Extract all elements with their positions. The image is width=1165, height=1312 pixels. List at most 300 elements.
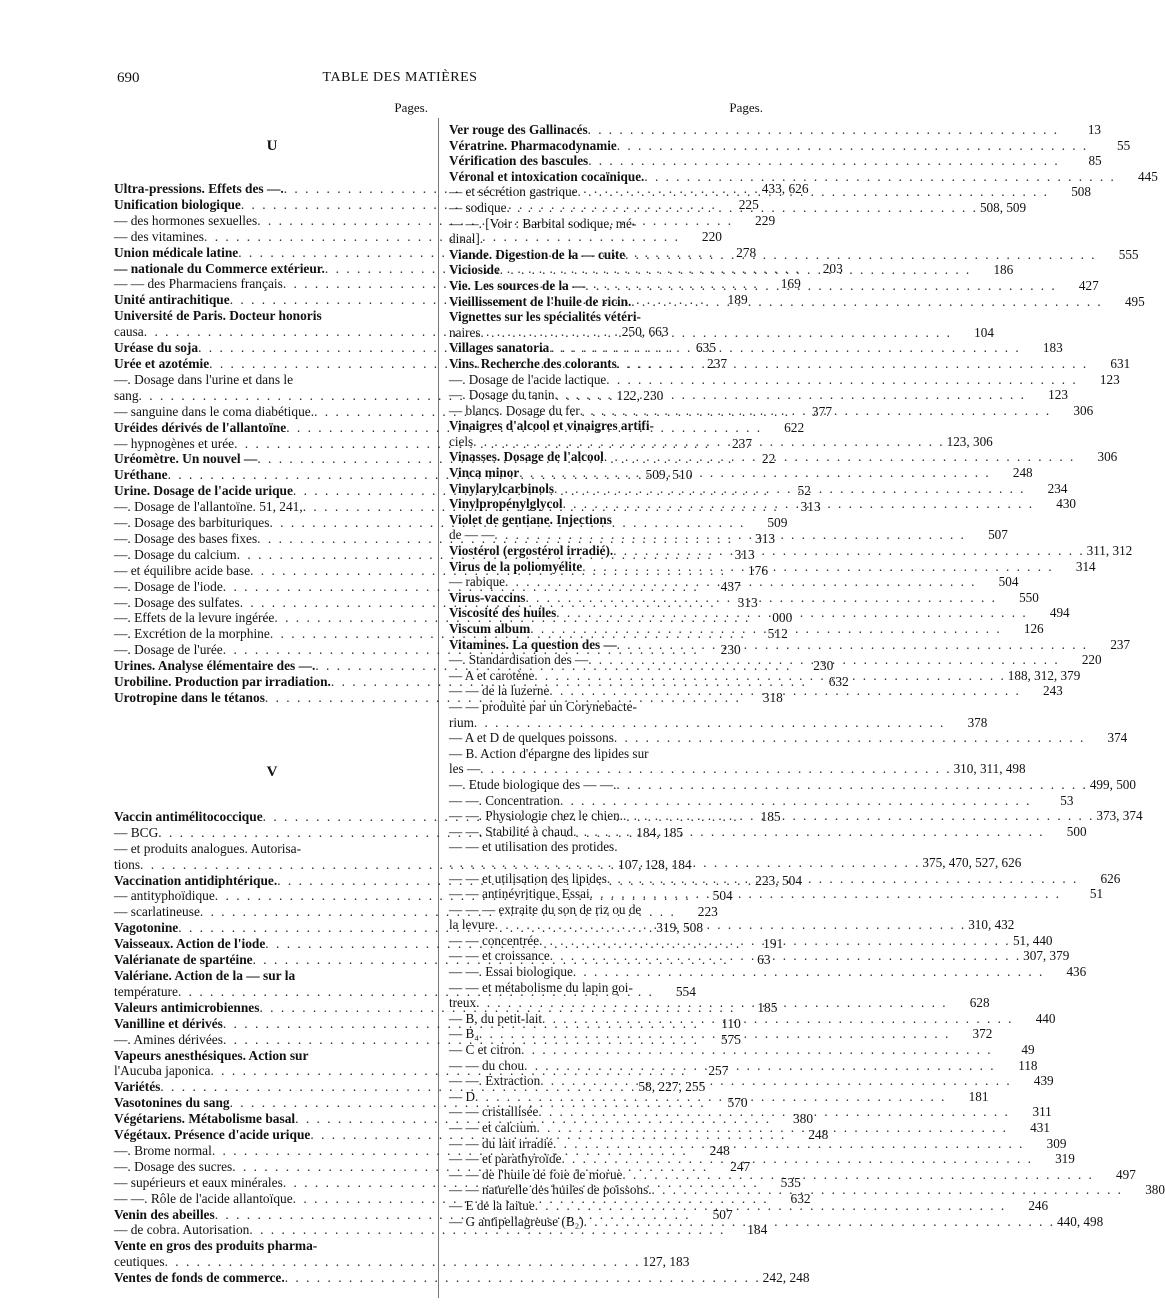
entry-pages: 555 bbox=[1118, 246, 1139, 262]
entry-text: Vaccin antimélitococcique bbox=[114, 808, 263, 824]
entry-pages: 63 bbox=[757, 952, 771, 968]
leader-dots bbox=[495, 917, 966, 933]
entry-pages: 185 bbox=[760, 808, 781, 824]
index-entry bbox=[449, 465, 1033, 481]
page-number: 690 bbox=[117, 70, 140, 86]
index-entry bbox=[114, 1048, 430, 1064]
entry-pages: 278 bbox=[736, 244, 757, 260]
entry-text: — BCG bbox=[114, 824, 159, 840]
entry-pages: 309 bbox=[1046, 1135, 1067, 1151]
index-entry bbox=[449, 839, 765, 855]
entry-text: Vicioside bbox=[449, 262, 500, 278]
leader-dots bbox=[538, 1104, 1009, 1120]
entry-pages: 626 bbox=[1100, 870, 1121, 886]
index-entry bbox=[449, 355, 1131, 372]
entry-pages: 242, 248 bbox=[762, 1270, 810, 1286]
index-entry bbox=[449, 371, 1120, 388]
entry-pages: 313 bbox=[734, 546, 755, 562]
leader-dots bbox=[479, 1026, 950, 1042]
entry-text: — — concentrée bbox=[449, 932, 540, 948]
leader-dots bbox=[507, 200, 978, 216]
entry-pages: 635 bbox=[695, 340, 717, 356]
entry-pages: 230 bbox=[813, 658, 834, 674]
entry-text: Viscosité des huiles bbox=[449, 605, 557, 621]
entry-text: —. Dosage dans l'urine et dans le bbox=[114, 371, 294, 387]
entry-pages: 509 bbox=[767, 515, 788, 531]
entry-text: —. Dosage des barbituriques bbox=[114, 515, 270, 531]
leader-dots bbox=[578, 184, 1049, 200]
leader-dots bbox=[580, 403, 1051, 419]
entry-text: — D bbox=[449, 1088, 476, 1104]
entry-text: Venin des abeilles bbox=[114, 1206, 215, 1222]
entry-pages: 183 bbox=[1042, 340, 1063, 356]
leader-dots bbox=[521, 1042, 992, 1058]
leader-dots bbox=[549, 340, 1020, 356]
entry-text: — —. [Voir : Barbital sodique, mé- bbox=[449, 215, 637, 231]
entry-pages: 372 bbox=[972, 1026, 993, 1042]
entry-text: —. Excrétion de la morphine bbox=[114, 626, 270, 642]
entry-text: — des hormones sexuelles bbox=[114, 212, 258, 228]
entry-text: —. Dosage du tanin bbox=[449, 387, 555, 403]
entry-pages: 110 bbox=[721, 1015, 741, 1031]
entry-pages: 512 bbox=[767, 626, 788, 642]
entry-text: Valérianate de spartéine bbox=[114, 952, 253, 968]
entry-pages: 499, 500 bbox=[1089, 776, 1136, 792]
entry-pages: 377 bbox=[811, 403, 833, 419]
entry-text: Véronal et intoxication cocaïnique. bbox=[449, 168, 645, 184]
entry-text: — —. Essai biologique bbox=[449, 964, 573, 980]
entry-pages: 234 bbox=[1047, 480, 1068, 496]
entry-text: Vinylarylcarbinols bbox=[449, 480, 555, 496]
entry-pages: 126 bbox=[1023, 621, 1044, 636]
entry-text: sang bbox=[114, 387, 139, 403]
entry-text: Uréides dérivés de l'allantoïne bbox=[114, 419, 287, 435]
entry-pages: 123 bbox=[1048, 387, 1068, 403]
entry-text: — — et utilisation des lipides bbox=[449, 870, 607, 886]
index-entry bbox=[114, 1270, 810, 1286]
entry-pages: 380 bbox=[1145, 1182, 1165, 1198]
entry-pages: 375, 470, 527, 626 bbox=[922, 854, 1022, 870]
entry-pages: 247 bbox=[730, 1158, 751, 1174]
index-entry bbox=[449, 340, 1063, 356]
entry-text: —. Standardisation des — bbox=[449, 652, 589, 668]
entry-pages: 628 bbox=[969, 995, 990, 1011]
entry-text: —. Amines dérivées bbox=[114, 1031, 223, 1047]
entry-pages: 373, 374 bbox=[1096, 808, 1143, 824]
index-entry bbox=[449, 1073, 1054, 1089]
entry-text: Ventes de fonds de commerce. bbox=[114, 1270, 285, 1286]
leader-dots bbox=[480, 761, 951, 777]
entry-pages: 632 bbox=[790, 1190, 811, 1206]
entry-pages: 230 bbox=[720, 642, 741, 658]
entry-pages: 123, 306 bbox=[946, 433, 993, 449]
entry-text: Végétariens. Métabolisme basal bbox=[114, 1111, 296, 1127]
leader-dots bbox=[652, 1182, 1123, 1198]
entry-pages: 248 bbox=[808, 1127, 829, 1143]
entry-pages: 122, 230 bbox=[616, 387, 664, 403]
entry-pages: 508, 509 bbox=[979, 199, 1027, 215]
leader-dots bbox=[588, 122, 1059, 138]
entry-text: Variétés bbox=[114, 1079, 161, 1095]
entry-text: Vente en gros des produits pharma- bbox=[114, 1238, 318, 1254]
entry-text: Uréthane bbox=[114, 467, 168, 483]
section-gap bbox=[114, 706, 430, 764]
leader-dots bbox=[588, 153, 1059, 169]
leader-dots bbox=[607, 871, 1078, 887]
entry-text: — B, du petit-lait bbox=[449, 1010, 543, 1026]
leader-dots bbox=[505, 574, 976, 590]
index-entry bbox=[449, 1088, 989, 1105]
index-entry bbox=[449, 228, 765, 247]
entry-text: —. Dosage de l'allantoïne. 51, 241, bbox=[114, 499, 303, 515]
entry-pages: 307, 379 bbox=[1023, 948, 1070, 964]
entry-pages: 51, 440 bbox=[1012, 932, 1053, 948]
index-entry bbox=[449, 902, 765, 918]
index-entry bbox=[449, 730, 1128, 746]
index-entry bbox=[114, 856, 692, 873]
entry-text: —. Etude biologique des — —. bbox=[449, 776, 617, 792]
entry-text: — rabique bbox=[449, 574, 506, 590]
entry-pages: 504 bbox=[712, 888, 733, 904]
index-entry bbox=[449, 122, 1102, 138]
leader-dots bbox=[524, 1058, 995, 1074]
index-entry bbox=[449, 512, 765, 528]
index-entry bbox=[449, 199, 1027, 216]
leader-dots bbox=[560, 793, 1031, 809]
entry-pages: 313 bbox=[755, 530, 776, 546]
entry-text: —. Dosage de l'iode bbox=[114, 578, 223, 594]
entry-text: Vinca minor bbox=[449, 465, 520, 481]
entry-text: Uréomètre. Un nouvel — bbox=[114, 451, 258, 467]
leader-dots bbox=[614, 730, 1085, 746]
entry-pages: 504 bbox=[998, 574, 1019, 590]
index-entry bbox=[449, 761, 1026, 777]
entry-pages: 243 bbox=[1042, 683, 1063, 699]
entry-text: température bbox=[114, 983, 178, 999]
leader-dots bbox=[623, 808, 1094, 824]
leader-dots bbox=[604, 449, 1075, 465]
entry-pages: 127, 183 bbox=[642, 1254, 690, 1270]
entry-text: Unification biologique bbox=[114, 196, 241, 212]
entry-text: — et équilibre acide base bbox=[114, 562, 251, 578]
entry-pages: 107, 128, 184 bbox=[618, 856, 692, 872]
entry-text: — antityphoïdique bbox=[114, 888, 215, 904]
entry-pages: 495 bbox=[1124, 293, 1145, 309]
entry-text: Viande. Digestion de la — cuite bbox=[449, 246, 626, 262]
entry-text: Université de Paris. Docteur honoris bbox=[114, 308, 322, 324]
entry-pages: 494 bbox=[1049, 605, 1070, 621]
index-entry bbox=[449, 168, 1158, 185]
entry-text: Viostérol (ergostérol irradié). bbox=[449, 543, 614, 559]
entry-pages: 310, 311, 498 bbox=[953, 761, 1026, 777]
entry-pages: 570 bbox=[727, 1095, 748, 1111]
index-entry bbox=[114, 1238, 430, 1254]
entry-text: — C et citron bbox=[449, 1042, 522, 1058]
index-entry bbox=[449, 776, 1136, 793]
entry-text: Vérification des bascules bbox=[449, 153, 589, 169]
entry-text: — — et calcium bbox=[449, 1120, 537, 1135]
leader-dots bbox=[535, 1198, 1006, 1214]
entry-pages: 535 bbox=[780, 1174, 801, 1190]
entry-text: — — — extraite du son de riz ou de bbox=[449, 901, 642, 917]
entry-text: — des vitamines bbox=[114, 228, 205, 244]
index-entry bbox=[449, 216, 765, 232]
entry-pages: 319 bbox=[1055, 1151, 1075, 1167]
leader-dots bbox=[553, 1136, 1024, 1152]
entry-text: Valériane. Action de la — sur la bbox=[114, 967, 296, 983]
entry-pages: 310, 432 bbox=[968, 917, 1015, 933]
entry-pages: 374 bbox=[1107, 730, 1128, 746]
entry-pages: 313 bbox=[737, 594, 758, 610]
entry-pages: 223 bbox=[697, 904, 718, 920]
entry-text: Vieillissement de l'huile de ricin. bbox=[449, 293, 632, 309]
entry-text: Union médicale latine bbox=[114, 244, 239, 260]
entry-pages: 318 bbox=[762, 690, 783, 705]
index-entry bbox=[449, 1151, 1075, 1167]
entry-pages: 378 bbox=[967, 714, 988, 730]
entry-text: Urotropine dans le tétanos bbox=[114, 690, 265, 705]
entry-text: — — du chou bbox=[449, 1057, 525, 1073]
entry-text: Vie. Les sources de la — bbox=[449, 277, 586, 293]
entry-text: Vins. Recherche des colorants bbox=[449, 355, 617, 371]
leader-dots bbox=[617, 138, 1088, 154]
entry-pages: 439 bbox=[1033, 1073, 1054, 1089]
index-entry bbox=[449, 574, 1019, 590]
entry-text: — supérieurs et eaux minérales bbox=[114, 1174, 283, 1190]
entry-text: — blancs. Dosage du fer bbox=[449, 402, 580, 418]
entry-text: — — et métabolisme du lapin goi- bbox=[449, 979, 633, 995]
entry-text: ceutiques bbox=[114, 1254, 165, 1270]
index-entry bbox=[114, 968, 430, 984]
index-entry bbox=[114, 530, 776, 547]
entry-pages: 51 bbox=[1089, 886, 1104, 902]
leader-dots bbox=[554, 481, 1025, 497]
leader-dots bbox=[561, 1151, 1032, 1167]
index-entry bbox=[449, 823, 1087, 840]
index-entry bbox=[114, 1254, 690, 1270]
entry-text: treux bbox=[449, 995, 477, 1011]
entry-text: — — du lait irradié bbox=[449, 1135, 554, 1151]
entry-text: — G antipellagreuse (B₂) bbox=[449, 1213, 584, 1229]
leader-dots bbox=[573, 824, 1044, 840]
entry-text: — B₄ bbox=[449, 1026, 479, 1042]
entry-pages: 380 bbox=[792, 1111, 814, 1127]
entry-text: —. Dosage du calcium bbox=[114, 546, 237, 562]
index-entry bbox=[449, 917, 1015, 933]
pages-label: Pages. bbox=[729, 100, 763, 115]
entry-pages: 184, 185 bbox=[636, 824, 684, 840]
entry-text: dinal]. bbox=[449, 231, 484, 247]
entry-pages: 257 bbox=[708, 1063, 729, 1079]
index-entry bbox=[114, 1222, 768, 1238]
entry-text: Urée et azotémie bbox=[114, 355, 210, 371]
entry-text: Vitamines. La question des — bbox=[449, 636, 617, 652]
entry-pages: 250, 663 bbox=[621, 324, 669, 340]
entry-pages: 220 bbox=[1081, 652, 1102, 668]
leader-dots bbox=[622, 1167, 1093, 1183]
leader-dots bbox=[539, 933, 1010, 949]
leader-dots bbox=[474, 715, 945, 731]
entry-pages: 246 bbox=[1028, 1197, 1049, 1213]
entry-text: — — antinévritique. Essai bbox=[449, 886, 590, 902]
entry-text: ciels bbox=[449, 433, 474, 449]
index-entry bbox=[449, 746, 765, 762]
leader-dots bbox=[525, 590, 996, 606]
index-entry bbox=[449, 792, 1074, 809]
entry-text: —. Dosage de l'acide lactique bbox=[449, 371, 607, 387]
entry-text: — scarlatineuse bbox=[114, 904, 200, 920]
entry-text: Viscum album bbox=[449, 621, 531, 636]
entry-text: — A et carotène bbox=[449, 667, 535, 683]
leader-dots bbox=[519, 465, 990, 481]
leader-dots bbox=[625, 244, 1096, 263]
entry-pages: 631 bbox=[1110, 355, 1131, 371]
entry-text: Urines. Analyse élémentaire des —. bbox=[114, 658, 316, 674]
leader-dots bbox=[475, 1089, 946, 1105]
index-entry bbox=[449, 964, 1087, 980]
entry-pages: 440 bbox=[1035, 1010, 1056, 1026]
leader-dots bbox=[556, 605, 1027, 621]
entry-pages: 185 bbox=[757, 999, 778, 1015]
entry-text: — — et parathyroïde bbox=[449, 1151, 562, 1167]
entry-text: la levure bbox=[449, 917, 495, 933]
entry-pages: 622 bbox=[784, 419, 805, 435]
index-entry bbox=[449, 324, 994, 341]
leader-dots bbox=[534, 668, 1005, 684]
entry-text: Valeurs antimicrobiennes bbox=[114, 999, 260, 1015]
entry-text: Uréase du soja bbox=[114, 340, 199, 356]
entry-text: de — — bbox=[449, 527, 495, 543]
entry-text: —. Effets de la levure ingérée bbox=[114, 610, 275, 626]
entry-text: — sodique bbox=[449, 199, 507, 215]
entry-pages: 85 bbox=[1088, 153, 1102, 169]
entry-text: —. Dosage des sulfates bbox=[114, 594, 240, 610]
entry-pages: 306 bbox=[1073, 402, 1094, 418]
leader-dots bbox=[582, 559, 1053, 575]
entry-pages: 123 bbox=[1099, 371, 1120, 387]
entry-pages: 49 bbox=[1021, 1042, 1035, 1058]
leader-dots bbox=[165, 1254, 641, 1270]
leader-dots bbox=[554, 387, 1025, 403]
index-entry bbox=[449, 1010, 1056, 1027]
entry-pages: 000 bbox=[772, 610, 793, 626]
index-entry bbox=[449, 433, 993, 450]
entry-pages: 575 bbox=[720, 1031, 741, 1047]
leader-dots bbox=[540, 1073, 1011, 1089]
entry-text: — — et utilisation des protides. bbox=[449, 839, 618, 855]
running-title: TABLE DES MATIÈRES bbox=[322, 70, 478, 85]
pages-label: Pages. bbox=[394, 100, 428, 115]
entry-text: Urine. Dosage de l'acide urique bbox=[114, 483, 293, 499]
entry-text: Végétaux. Présence d'acide urique bbox=[114, 1127, 311, 1143]
entry-pages: 306 bbox=[1097, 449, 1118, 465]
entry-pages: 55 bbox=[1116, 137, 1131, 153]
index-entry bbox=[449, 1057, 1038, 1074]
index-entry bbox=[449, 1042, 1035, 1058]
index-entry bbox=[449, 854, 1022, 871]
entry-text: — —. Physiologie chez le chien. bbox=[449, 808, 623, 824]
entry-text: — —. Stabilité à chaud bbox=[449, 823, 574, 839]
index-entry bbox=[114, 308, 430, 324]
leader-dots bbox=[542, 1011, 1013, 1027]
entry-pages: 237 bbox=[731, 435, 753, 451]
leader-dots bbox=[549, 683, 1020, 699]
index-entry bbox=[449, 543, 1133, 559]
leader-dots bbox=[606, 372, 1077, 388]
entry-text: Vératrine. Pharmacodynamie bbox=[449, 137, 617, 153]
entry-pages: 181 bbox=[968, 1088, 989, 1104]
entry-pages: 184 bbox=[747, 1222, 768, 1238]
entry-text: — et produits analogues. Autorisa- bbox=[114, 840, 302, 856]
entry-text: — nationale du Commerce extérieur. bbox=[114, 260, 325, 276]
entry-pages: 508 bbox=[1071, 184, 1091, 200]
entry-pages: 437 bbox=[720, 578, 741, 594]
entry-pages: 186 bbox=[993, 262, 1014, 278]
entry-text: Vapeurs anesthésiques. Action sur bbox=[114, 1047, 309, 1063]
section-letter: V bbox=[266, 763, 278, 780]
index-entry bbox=[449, 1026, 993, 1042]
entry-text: Vasotonines du sang bbox=[114, 1095, 230, 1111]
entry-pages: 509, 510 bbox=[645, 467, 693, 483]
section-letter: U bbox=[266, 138, 278, 154]
index-entry bbox=[449, 153, 1102, 169]
entry-text: Unité antirachitique bbox=[114, 292, 230, 308]
leader-dots bbox=[617, 356, 1088, 372]
entry-text: Ultra-pressions. Effets des —. bbox=[114, 181, 284, 196]
leader-dots bbox=[617, 637, 1088, 653]
index-entry bbox=[449, 309, 765, 325]
entry-pages: 507 bbox=[988, 527, 1008, 543]
entry-pages: 440, 498 bbox=[1057, 1213, 1104, 1229]
leader-dots bbox=[613, 543, 1084, 559]
entry-text: — —. Concentration bbox=[449, 792, 560, 808]
entry-text: — — et croissance bbox=[449, 948, 550, 964]
entry-text: Vanilline et dérivés bbox=[114, 1015, 223, 1031]
entry-text: les — bbox=[449, 761, 481, 777]
entry-pages: 445 bbox=[1138, 168, 1158, 184]
leader-dots bbox=[584, 1214, 1055, 1230]
leader-dots bbox=[585, 278, 1056, 294]
index-entry bbox=[449, 699, 765, 715]
entry-pages: 248 bbox=[1012, 465, 1033, 481]
index-entry bbox=[449, 137, 1131, 154]
entry-text: — hypnogènes et urée bbox=[114, 435, 235, 451]
entry-pages: 191 bbox=[763, 936, 784, 952]
entry-text: Villages sanatoria bbox=[449, 340, 550, 356]
entry-text: l'Aucuba japonica bbox=[114, 1063, 211, 1079]
entry-text: — A et D de quelques poissons bbox=[449, 730, 614, 746]
entry-pages: 223, 504 bbox=[755, 872, 803, 888]
leader-dots bbox=[644, 169, 1115, 185]
entry-pages: 433, 626 bbox=[761, 181, 809, 196]
entry-pages: 229 bbox=[755, 212, 776, 228]
entry-text: — B. Action d'épargne des lipides sur bbox=[449, 745, 649, 761]
entry-pages: 22 bbox=[761, 451, 776, 467]
entry-pages: 507 bbox=[712, 1206, 733, 1222]
index-entry bbox=[449, 886, 1104, 902]
index-entry bbox=[114, 1095, 748, 1111]
index-entry bbox=[114, 372, 430, 388]
entry-pages: 431 bbox=[1030, 1120, 1050, 1135]
entry-text: — —. Extraction bbox=[449, 1073, 541, 1089]
leader-dots bbox=[537, 1120, 1008, 1136]
entry-text: naires bbox=[449, 324, 481, 340]
entry-text: — — cristallisée bbox=[449, 1104, 539, 1120]
entry-pages: 313 bbox=[800, 499, 821, 515]
entry-pages: 189 bbox=[727, 292, 748, 308]
index-entry bbox=[449, 293, 1145, 310]
entry-text: — — produite par un Corynebacte- bbox=[449, 698, 637, 714]
